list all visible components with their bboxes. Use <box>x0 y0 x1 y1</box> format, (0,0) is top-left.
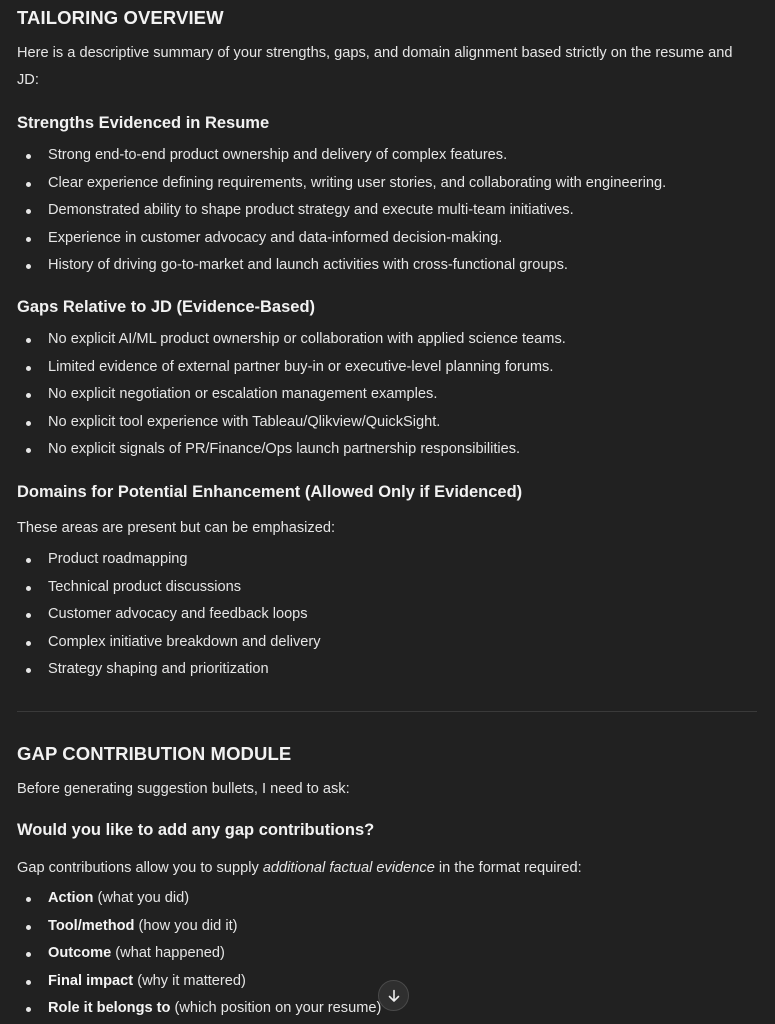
list-item: No explicit negotiation or escalation management examples. <box>17 381 566 409</box>
desc-post: in the format required: <box>434 860 582 876</box>
list-item <box>17 885 381 913</box>
arrow-down-icon <box>387 989 401 1003</box>
gap-module-question: Would you like to add any gap contributions? <box>17 821 375 839</box>
item-label: Outcome <box>48 945 112 961</box>
section-title-tailoring-overview: TAILORING OVERVIEW <box>17 7 224 28</box>
domains-intro: These areas are present but can be emphasized: <box>17 520 336 536</box>
section-divider <box>17 711 757 712</box>
item-label: Action <box>48 890 94 906</box>
desc-emphasis: additional factual evidence <box>262 860 435 876</box>
scroll-to-bottom-button[interactable] <box>378 980 409 1011</box>
list-item: No explicit AI/ML product ownership or collaboration with applied science teams. <box>17 326 566 354</box>
item-desc: (which position on your resume) <box>170 1000 382 1016</box>
item-desc: (how you did it) <box>134 917 238 934</box>
list-item <box>17 995 381 1023</box>
item-label: Final impact <box>48 972 134 989</box>
gap-module-description <box>17 855 582 882</box>
heading-domains: Domains for Potential Enhancement (Allowed Only if Evidenced) <box>17 483 523 501</box>
list-item <box>17 968 381 996</box>
list-item: History of driving go-to-market and launch activities with cross-functional groups. <box>17 252 666 280</box>
list-item: Product roadmapping <box>17 546 321 574</box>
list-item: Strong end-to-end product ownership and delivery of complex features. <box>17 142 666 170</box>
section-title-gap-contribution: GAP CONTRIBUTION MODULE <box>17 743 292 764</box>
list-item <box>17 913 381 941</box>
list-item: Experience in customer advocacy and data-informed decision-making. <box>17 225 666 253</box>
list-item: Customer advocacy and feedback loops <box>17 601 321 629</box>
item-desc: (why it mattered) <box>133 972 246 989</box>
list-item: Strategy shaping and prioritization <box>17 656 321 684</box>
gap-module-before: Before generating suggestion bullets, I need to ask: <box>17 781 350 797</box>
gap-contribution-format-list <box>17 885 381 1023</box>
overview-intro: Here is a descriptive summary of your strengths, gaps, and domain alignment based strictly on the resume and JD: <box>17 45 733 88</box>
list-item: Clear experience defining requirements, writing user stories, and collaborating with engineering. <box>17 170 666 198</box>
strengths-list <box>17 142 666 280</box>
item-label: Role it belongs to <box>48 1000 171 1016</box>
domains-list <box>17 546 321 684</box>
desc-pre: Gap contributions allow you to supply <box>17 860 263 876</box>
list-item: No explicit tool experience with Tableau/Qlikview/QuickSight. <box>17 409 566 437</box>
list-item: Limited evidence of external partner buy-in or executive-level planning forums. <box>17 354 566 382</box>
gaps-list <box>17 326 566 464</box>
list-item <box>17 940 381 968</box>
list-item: Technical product discussions <box>17 574 321 602</box>
item-desc: (what you did) <box>93 890 190 906</box>
heading-strengths: Strengths Evidenced in Resume <box>17 114 270 132</box>
heading-gaps: Gaps Relative to JD (Evidence-Based) <box>17 298 316 316</box>
list-item: Complex initiative breakdown and delivery <box>17 629 321 657</box>
list-item: No explicit signals of PR/Finance/Ops launch partnership responsibilities. <box>17 436 566 464</box>
item-label: Tool/method <box>48 917 135 934</box>
list-item: Demonstrated ability to shape product strategy and execute multi-team initiatives. <box>17 197 666 225</box>
item-desc: (what happened) <box>111 945 225 961</box>
